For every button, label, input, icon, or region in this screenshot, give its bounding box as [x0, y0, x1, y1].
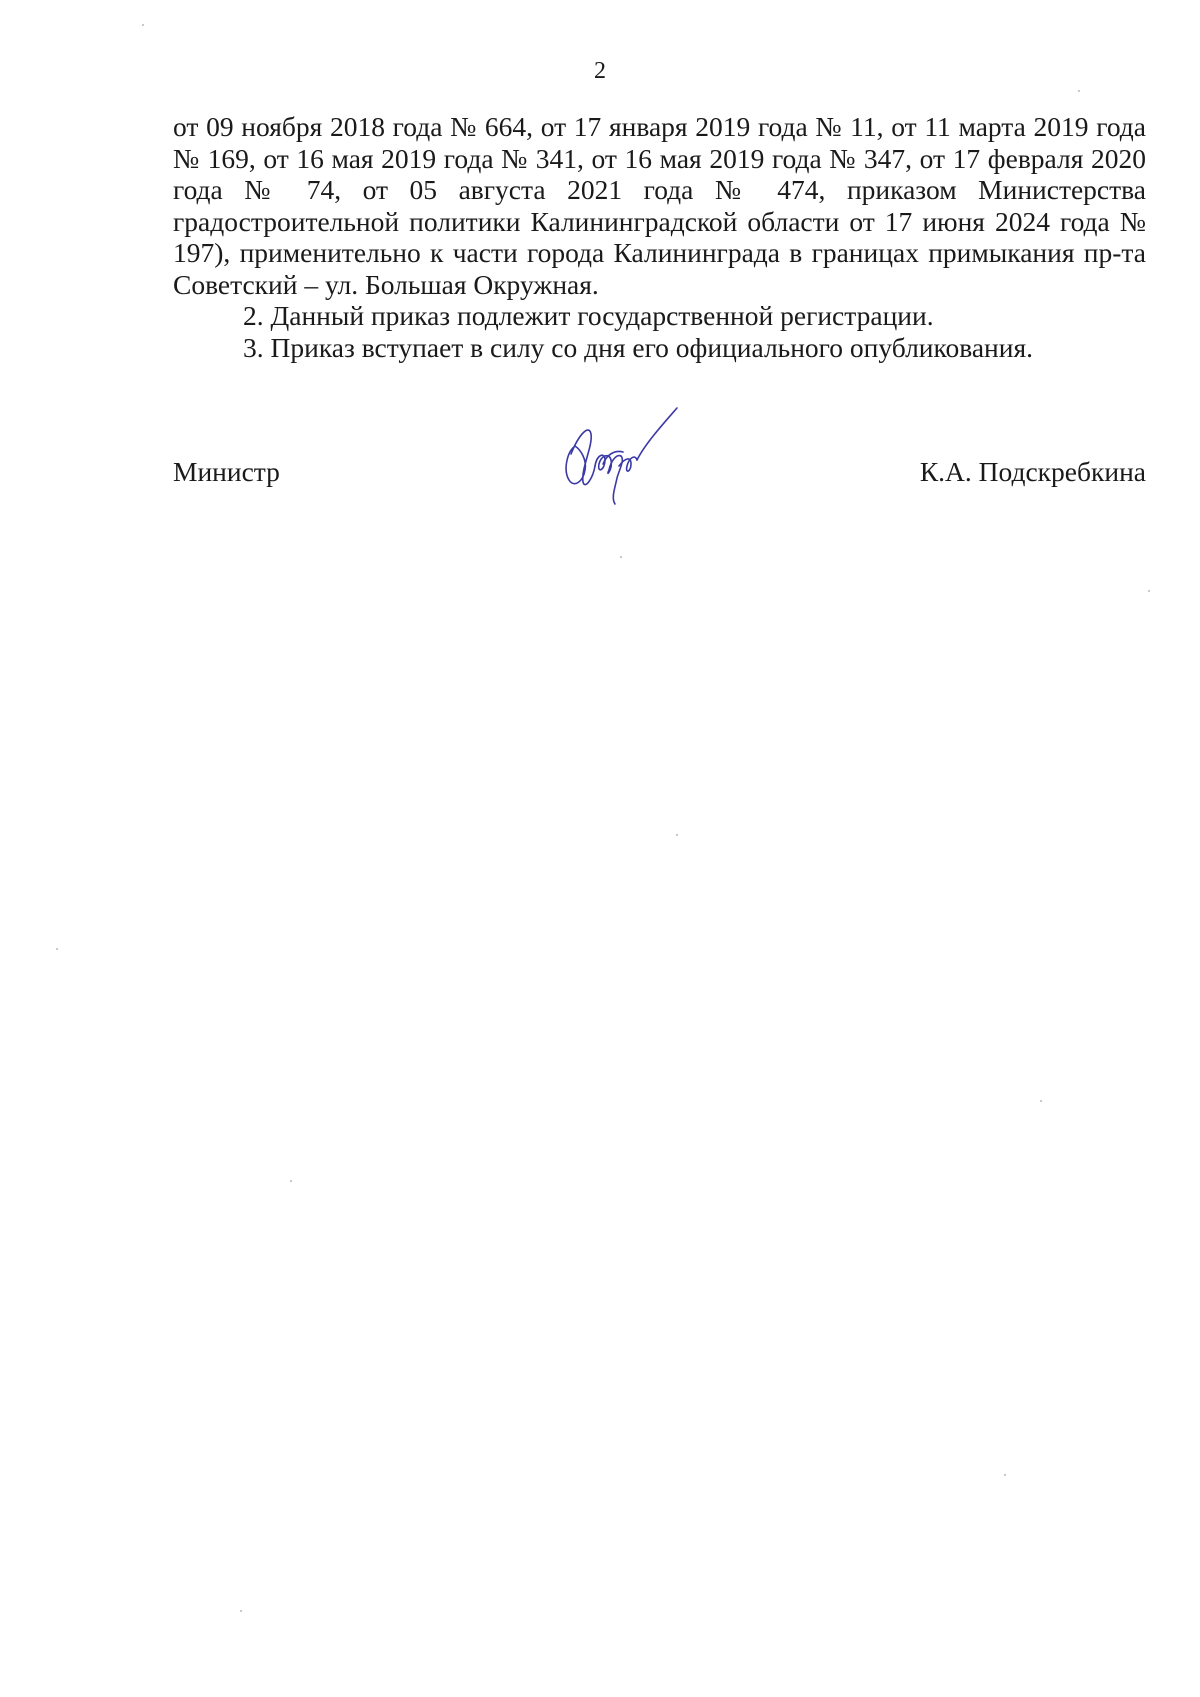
scan-speck [142, 24, 144, 26]
scan-speck [1004, 1474, 1006, 1476]
signatory-title: Министр [173, 456, 280, 487]
scan-speck [620, 556, 622, 558]
scan-speck [676, 834, 678, 836]
scan-speck [56, 948, 58, 950]
signatory-name: К.А. Подскребкина [919, 456, 1146, 487]
scan-speck [1040, 1100, 1042, 1102]
paragraph-continuation: от 09 ноября 2018 года № 664, от 17 января 2019 года № 11, от 11 марта 2019 года № 169, от 16 мая 2019 года № 341, от 16 мая 2019 года № 347, от 17 февраля 2020 года № 74, от 05 августа 2021 года № 474, приказом Министерства градостроительной политики Калининградской области от 17 июня 2024 года № 197), применительно к части города Калининграда в границах примыкания пр-та Советский – ул. Большая Окружная. [173, 111, 1146, 300]
paragraph-item-3: 3. Приказ вступает в силу со дня его официального опубликования. [243, 331, 1034, 363]
scan-speck [1078, 90, 1080, 92]
page-number: 2 [594, 58, 606, 84]
scan-speck [240, 1610, 242, 1612]
scan-speck [1148, 590, 1150, 592]
scan-speck [290, 1180, 292, 1182]
paragraph-item-2: 2. Данный приказ подлежит государственной регистрации. [243, 300, 934, 331]
handwritten-signature [545, 394, 685, 512]
document-body [173, 111, 1146, 363]
